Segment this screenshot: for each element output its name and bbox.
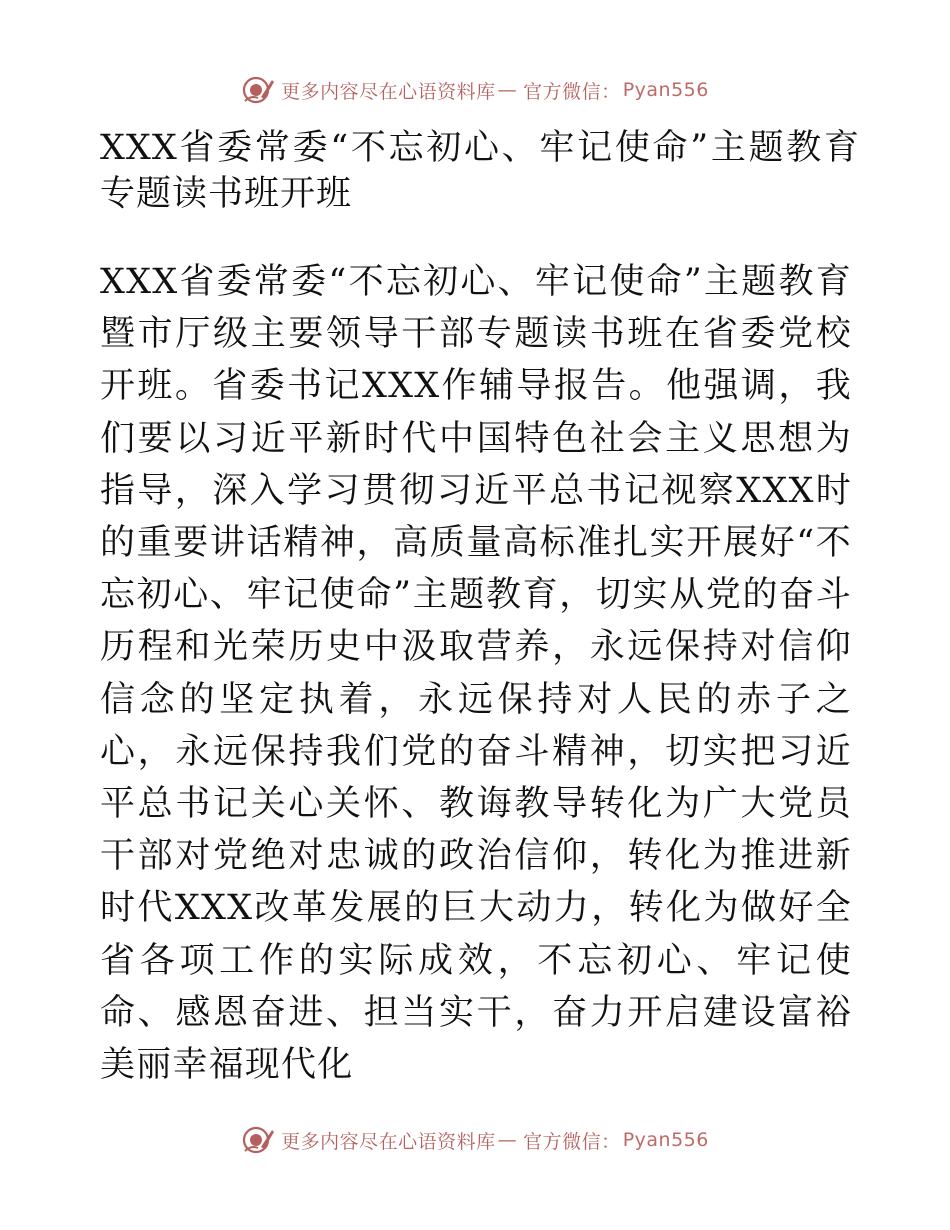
document-title: XXX省委常委“不忘初心、牢记使命”主题教育专题读书班开班: [100, 128, 860, 214]
pen-seal-icon: [241, 75, 275, 105]
wechat-id: Pyan556: [622, 79, 709, 101]
footer-watermark: [0, 1124, 950, 1156]
watermark-separator: —: [497, 1129, 518, 1151]
wechat-id: Pyan556: [622, 1129, 709, 1151]
wechat-label: 官方微信：: [523, 80, 621, 103]
watermark-separator: —: [497, 79, 518, 101]
watermark-text: 更多内容尽在心语资料库: [281, 80, 496, 103]
header-watermark: [0, 74, 950, 106]
document-body: XXX省委常委“不忘初心、牢记使命”主题教育暨市厅级主要领导干部专题读书班在省委党校开班。省委书记XXX作辅导报告。他强调，我们要以习近平新时代中国特色社会主义思想为指导，深入学习贯彻习近平总书记视察XXX时的重要讲话精神，高质量高标准扎实开展好“不忘初心、牢记使命”主题教育，切实从党的奋斗历程和光荣历史中汲取营养，永远保持对信仰信念的坚定执着，永远保持对人民的赤子之心，永远保持我们党的奋斗精神，切实把习近平总书记关心关怀、教诲教导转化为广大党员干部对党绝对忠诚的政治信仰，转化为推进新时代XXX改革发展的巨大动力，转化为做好全省各项工作的实际成效，不忘初心、牢记使命、感恩奋进、担当实干，奋力开启建设富裕美丽幸福现代化: [100, 262, 852, 1086]
wechat-label: 官方微信：: [523, 1130, 621, 1153]
watermark-text: 更多内容尽在心语资料库: [281, 1130, 496, 1153]
pen-seal-icon: [241, 1125, 275, 1155]
